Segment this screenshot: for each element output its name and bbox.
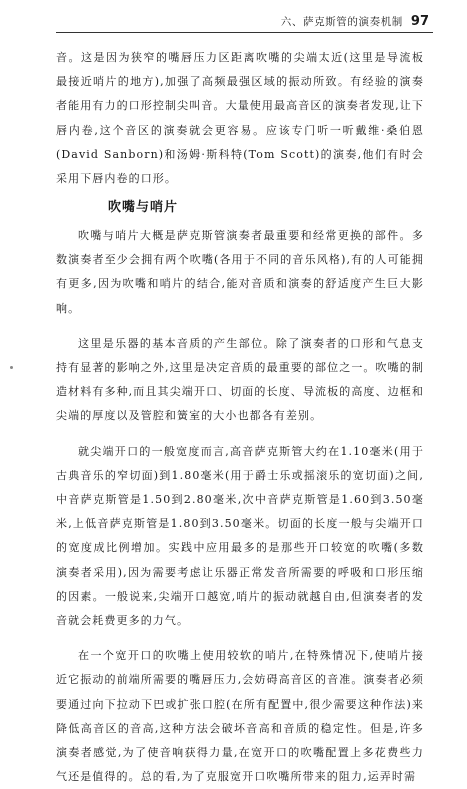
paragraph-spacer bbox=[56, 633, 424, 644]
running-header bbox=[281, 14, 429, 29]
section-heading: 吹嘴与哨片 bbox=[108, 200, 179, 215]
paragraph-tone-production: 这里是乐器的基本音质的产生部位。除了演奏者的口形和气息支持有显著的影响之外,这里是决定音质的最重要的部位之一。吹嘴的制造材料有多种,而且其尖端开口、切面的长度、导流板的高度、边框和尖端的厚度以及管腔和簧室的大小也都各有差别。 bbox=[56, 336, 424, 423]
scan-speck bbox=[10, 366, 13, 369]
paragraph-spacer bbox=[56, 429, 424, 440]
paragraph-tip-opening: 就尖端开口的一般宽度而言,高音萨克斯管大约在1.10毫米(用于古典音乐的窄切面)到1.80毫米(用于爵士乐或摇滚乐的宽切面)之间,中音萨克斯管是1.50到2.80毫米,次中音萨克斯管是1.60到3.50毫米,上低音萨克斯管是1.80到3.50毫米。切面的长度一般与尖端开口的宽度成比例增加。实践中应用最多的是那些开口较宽的吹嘴(多数演奏者采用),因为需要考虑让乐器正常发音所需要的呼吸和口形压缩的因素。一般说来,尖端开口越宽,哨片的振动就越自由,但演奏者的发音就会耗费更多的力气。 bbox=[56, 444, 424, 628]
paragraph-soft-reed: 在一个宽开口的吹嘴上使用较软的哨片,在特殊情况下,使哨片接近它振动的前端所需要的嘴唇压力,会妨碍高音区的音准。演奏者必须要通过向下拉动下巴或扩张口腔(在所有配置中,很少需要这种作法)来降低高音区的音高,这种方法会破坏音高和音质的稳定性。但是,许多演奏者感觉,为了使音响获得力量,在宽开口的吹嘴配置上多花费些力气还是值得的。总的看,为了克服宽开口吹嘴所带来的阻力,运弄时需 bbox=[56, 649, 424, 784]
paragraph-mouthpiece-reed: 吹嘴与哨片大概是萨克斯管演奏者最重要和经常更换的部件。多数演奏者至少会拥有两个吹嘴(各用于不同的音乐风格),有的人可能拥有更多,因为吹嘴和哨片的结合,能对音质和演奏的舒适度产生巨大影响。 bbox=[56, 229, 424, 315]
header-rule bbox=[56, 32, 433, 33]
continued-paragraph: 音。这是因为狭窄的嘴唇压力区距离吹嘴的尖端太近(这里是导流板最接近哨片的地方),加强了高频最强区域的振动所致。有经验的演奏者能用有力的口形控制尖叫音。大量使用最高音区的演奏者发现,让下唇内卷,这个音区的演奏就会更容易。应该专门听一听戴维·桑伯恩(David Sanborn)和汤姆·斯科特(Tom Scott)的演奏,他们有时会采用下唇内卷的口形。 bbox=[56, 51, 424, 186]
running-title: 六、萨克斯管的演奏机制 bbox=[280, 16, 403, 28]
page-number: 97 bbox=[410, 14, 429, 29]
continued-paragraph-block bbox=[56, 46, 424, 191]
section-body bbox=[56, 224, 424, 789]
paragraph-spacer bbox=[56, 321, 424, 332]
